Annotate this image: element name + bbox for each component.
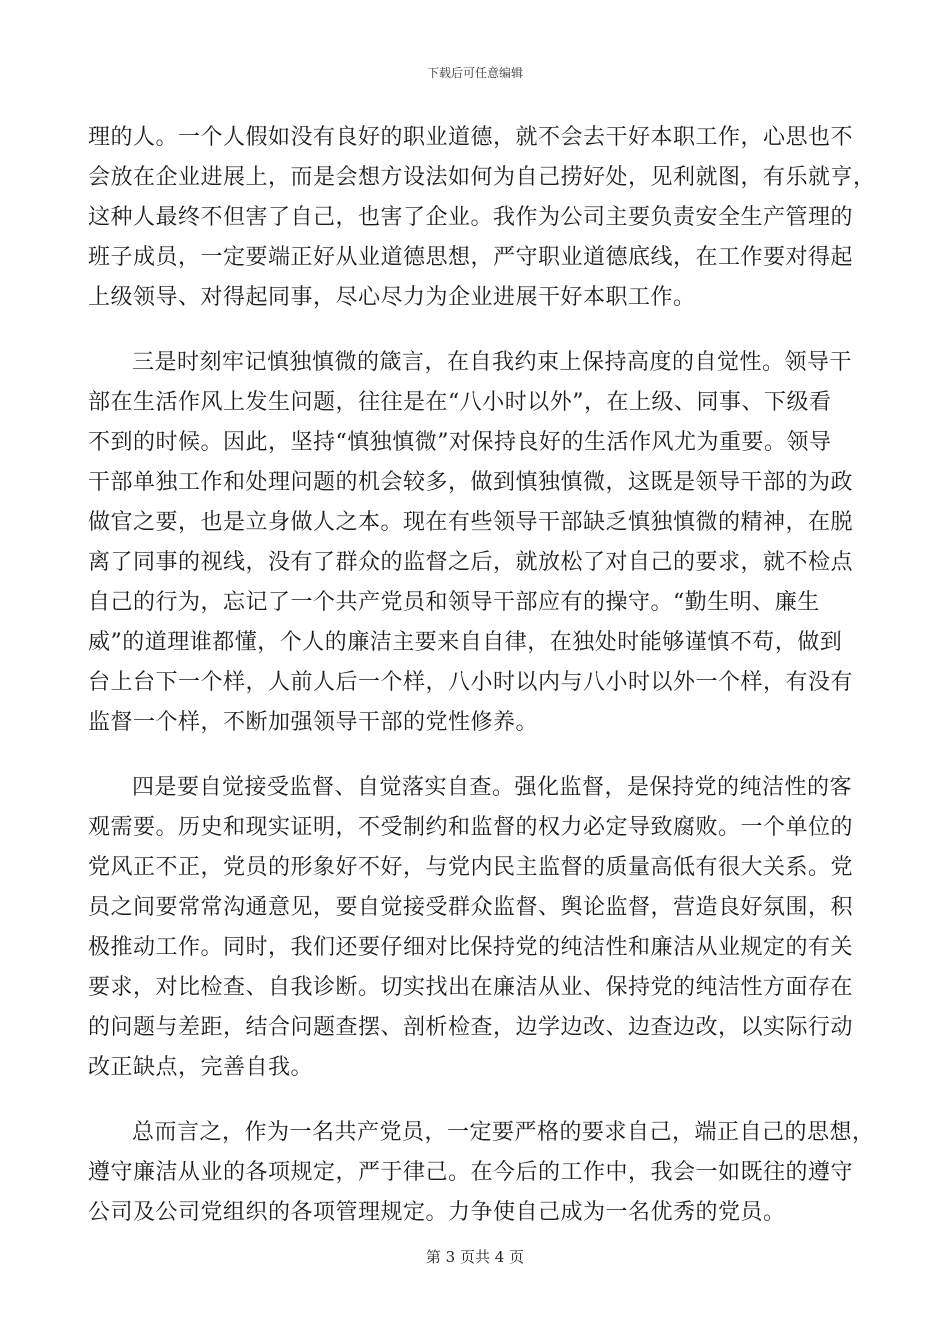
text-line: 干部单独工作和处理问题的机会较多，做到慎独慎微，这既是领导干部的为政	[88, 470, 854, 495]
paragraph-3	[88, 768, 862, 1088]
text-line: 四是要自觉接受监督、自觉落实自查。强化监督，是保持党的纯洁性的客	[132, 775, 853, 800]
paragraph-gap	[88, 1088, 862, 1113]
text-line: 要求，对比检查、自我诊断。切实找出在廉洁从业、保持党的纯洁性方面存在	[88, 975, 854, 1000]
text-line: 自己的行为，忘记了一个共产党员和领导干部应有的操守。“勤生明、廉生	[88, 590, 820, 615]
text-line: 威”的道理谁都懂，个人的廉洁主要来自自律，在独处时能够谨慎不苟，做到	[88, 630, 843, 655]
text-line: 总而言之，作为一名共产党员，一定要严格的要求自己，端正自己的思想，	[132, 1120, 875, 1145]
paragraph-2	[88, 343, 862, 743]
text-line: 班子成员，一定要端正好从业道德思想，严守职业道德底线，在工作要对得起	[88, 245, 854, 270]
document-body	[88, 118, 876, 1233]
text-line: 不到的时候。因此，坚持“慎独慎微”对保持良好的生活作风尤为重要。领导	[88, 430, 832, 455]
text-line: 这种人最终不但害了自己，也害了企业。我作为公司主要负责安全生产管理的	[88, 205, 854, 230]
text-line: 党风正不正，党员的形象好不好，与党内民主监督的质量高低有很大关系。党	[88, 855, 854, 880]
text-line: 离了同事的视线，没有了群众的监督之后，就放松了对自己的要求，就不检点	[88, 550, 854, 575]
text-line: 极推动工作。同时，我们还要仔细对比保持党的纯洁性和廉洁从业规定的有关	[88, 935, 854, 960]
text-line: 理的人。一个人假如没有良好的职业道德，就不会去干好本职工作，心思也不	[88, 125, 854, 150]
text-line: 观需要。历史和现实证明，不受制约和监督的权力必定导致腐败。一个单位的	[88, 815, 854, 840]
text-line: 监督一个样，不断加强领导干部的党性修养。	[88, 710, 539, 735]
text-line: 部在生活作风上发生问题，往往是在“八小时以外”，在上级、同事、下级看	[88, 390, 832, 415]
text-line: 公司及公司党组织的各项管理规定。力争使自己成为一名优秀的党员。	[88, 1200, 786, 1225]
text-line: 改正缺点，完善自我。	[88, 1055, 314, 1080]
text-line: 的问题与差距，结合问题查摆、剖析检查，边学边改、边查边改，以实际行动	[88, 1015, 854, 1040]
text-line: 三是时刻牢记慎独慎微的箴言，在自我约束上保持高度的自觉性。领导干	[132, 350, 853, 375]
text-line: 上级领导、对得起同事，尽心尽力为企业进展干好本职工作。	[88, 285, 696, 310]
text-line: 会放在企业进展上，而是会想方设法如何为自己捞好处，见利就图，有乐就亨，	[88, 165, 876, 190]
text-line: 遵守廉洁从业的各项规定，严于律己。在今后的工作中，我会一如既往的遵守	[88, 1160, 854, 1185]
text-line: 做官之要，也是立身做人之本。现在有些领导干部缺乏慎独慎微的精神，在脱	[88, 510, 854, 535]
paragraph-1	[88, 118, 876, 318]
page-header: 下载后可任意编辑	[426, 66, 523, 80]
text-line: 台上台下一个样，人前人后一个样，八小时以内与八小时以外一个样，有没有	[88, 670, 854, 695]
page-number: 第 3 页共 4 页	[425, 1248, 525, 1266]
paragraph-gap	[88, 318, 862, 343]
text-line: 员之间要常常沟通意见，要自觉接受群众监督、舆论监督，营造良好氛围，积	[88, 895, 854, 920]
paragraph-gap	[88, 743, 862, 768]
paragraph-4	[88, 1113, 875, 1233]
